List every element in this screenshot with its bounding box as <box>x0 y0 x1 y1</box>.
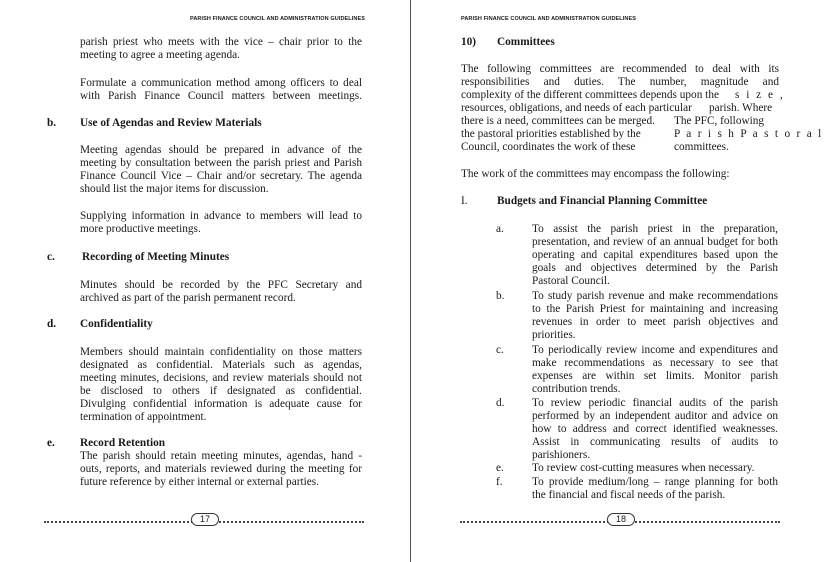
text-line: To periodically review income and expenditures and <box>532 344 778 356</box>
text-line: should list the major items for discussion. <box>80 183 269 195</box>
text-line: parishioners. <box>532 449 591 461</box>
text-line: revenues in order to meet parish objectives and <box>532 316 778 328</box>
text-line: archived as part of the parish permanent record. <box>80 292 296 304</box>
text-line: the financial and fiscal needs of the parish. <box>532 489 726 501</box>
text-line: operating and capital expenditures based upon the <box>532 249 778 261</box>
section-title-confidentiality: Confidentiality <box>80 318 153 330</box>
text-line: more productive meetings. <box>80 223 201 235</box>
text-line: future reference by either internal or external parties. <box>80 476 319 488</box>
section-letter-d: d. <box>47 318 57 330</box>
subheading: Budgets and Financial Planning Committee <box>497 195 708 207</box>
text-line: Minutes should be recorded by the PFC Secretary and <box>80 279 362 291</box>
text-line: Council, coordinates the work of these <box>461 141 636 153</box>
text-line: Formulate a communication method among officers to deal <box>80 77 362 89</box>
text-line: Pastoral Council. <box>532 275 610 287</box>
text-line: contribution trends. <box>532 383 621 395</box>
text-line: outs, reports, and materials reviewed during the meeting for <box>80 463 362 475</box>
text-line: expenses are within set limits. Monitor parish <box>532 370 778 382</box>
page-divider <box>410 0 411 562</box>
text-line: responsibilities and duties. The number, magnitude and <box>461 76 779 88</box>
text-line: The parish should retain meeting minutes, agendas, hand - <box>80 450 362 462</box>
item-letter-d: d. <box>496 397 505 409</box>
text-line: The following committees are recommended to deal with its <box>461 63 779 75</box>
text-line: To assist the parish priest in the preparation, <box>532 223 778 235</box>
text-fragment: committees. <box>674 141 729 153</box>
text-line: presentation, and review of an annual budget for both <box>532 236 778 248</box>
text-line: how to address and correct identified weaknesses. <box>532 423 778 435</box>
item-letter-a: a. <box>496 223 504 235</box>
text-line: Finance Council Vice – Chair and/or secretary. The agenda <box>80 170 362 182</box>
roman-numeral: I. <box>461 195 468 207</box>
text-line: termination of appointment. <box>80 411 207 423</box>
item-letter-c: c. <box>496 344 504 356</box>
item-letter-b: b. <box>496 290 505 302</box>
running-header-right: PARISH FINANCE COUNCIL AND ADMINISTRATION GUIDELINES <box>461 16 636 22</box>
section-title-minutes: Recording of Meeting Minutes <box>82 251 230 263</box>
text-line: with Parish Finance Council matters between meetings. <box>80 90 362 102</box>
section-heading: Committees <box>497 36 555 48</box>
text-line: there is a need, committees can be merged. <box>461 115 655 127</box>
page-number: 17 <box>191 513 219 526</box>
text-line: To provide medium/long – range planning for both <box>532 476 778 488</box>
text-line: Divulging confidential information is adequate cause for <box>80 398 362 410</box>
text-line: be disclosed to others if designated as confidential. <box>80 385 362 397</box>
text-fragment: parish. Where <box>709 102 773 114</box>
running-header-left: PARISH FINANCE COUNCIL AND ADMINISTRATION GUIDELINES <box>190 16 365 22</box>
text-line: to the Parish Priest for maintaining and increasing <box>532 303 778 315</box>
text-line: Members should maintain confidentiality on those matters <box>80 346 362 358</box>
text-fragment: The PFC, following <box>674 115 765 127</box>
text-line: Supplying information in advance to members will lead to <box>80 210 362 222</box>
section-letter-c: c. <box>47 251 55 263</box>
text-line: meeting by consultation between the parish priest and Parish <box>80 157 362 169</box>
section-number: 10) <box>461 36 477 48</box>
text-line: To review periodic financial audits of the parish <box>532 397 778 409</box>
section-letter-b: b. <box>47 117 57 129</box>
text-fragment: s i z e , <box>735 89 785 101</box>
text-line: make recommendations as necessary to see that <box>532 357 778 369</box>
text-line: Assist in communicating results of audits to <box>532 436 778 448</box>
section-title-agendas: Use of Agendas and Review Materials <box>80 117 262 129</box>
left-page <box>0 0 410 562</box>
item-letter-e: e. <box>496 462 504 474</box>
text-line: performed by an independent auditor and advice on <box>532 410 778 422</box>
text-line: parish priest who meets with the vice – chair prior to the <box>80 36 362 48</box>
page-number: 18 <box>607 513 635 526</box>
text-line: To study parish revenue and make recommendations <box>532 290 778 302</box>
text-line: meeting minutes, decisions, and review materials should not <box>80 372 362 384</box>
item-letter-f: f. <box>496 476 503 488</box>
page-footer-right <box>460 513 780 527</box>
text-line: The work of the committees may encompass the following: <box>461 168 730 180</box>
text-line: resources, obligations, and needs of each particular <box>461 102 692 114</box>
page-footer-left <box>44 513 364 527</box>
right-page <box>412 0 824 562</box>
text-line: designated as confidential. Materials such as agendas, <box>80 359 362 371</box>
text-line: goals and objectives determined by the Parish <box>532 262 778 274</box>
section-letter-e: e. <box>47 437 55 449</box>
section-title-retention: Record Retention <box>80 437 166 449</box>
text-fragment: P a r i s h P a s t o r a l <box>674 128 824 140</box>
text-line: the pastoral priorities established by the <box>461 128 641 140</box>
text-line: priorities. <box>532 329 576 341</box>
text-line: complexity of the different committees depends upon the <box>461 89 719 101</box>
text-line: meeting to agree a meeting agenda. <box>80 49 240 61</box>
text-line: Meeting agendas should be prepared in advance of the <box>80 144 362 156</box>
text-line: To review cost-cutting measures when necessary. <box>532 462 755 474</box>
